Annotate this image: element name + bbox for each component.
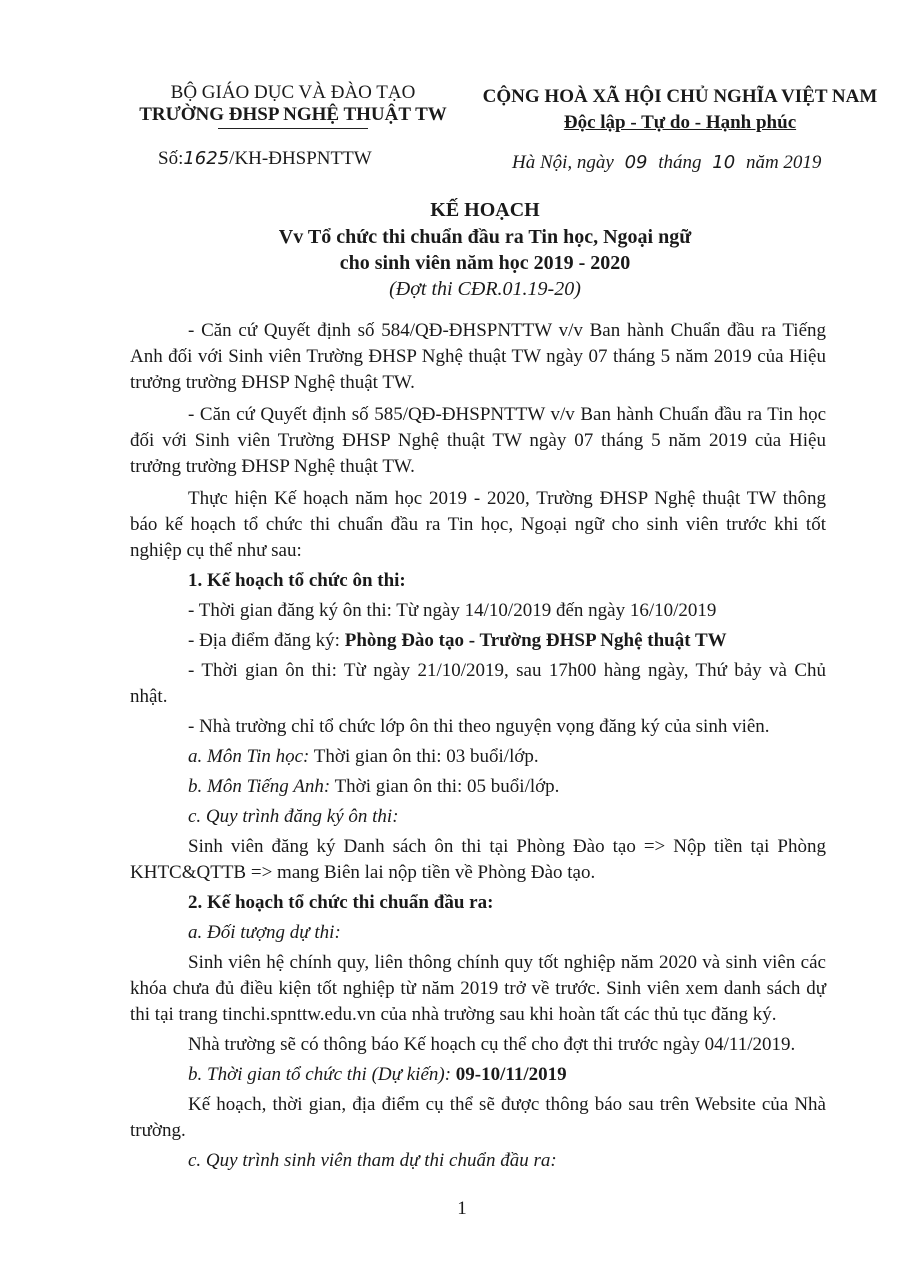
title-block: [180, 196, 790, 302]
header-left-divider: [218, 128, 368, 129]
s2-item-b-label: b. Thời gian tổ chức thi (Dự kiến):: [188, 1064, 456, 1085]
country-name: CỘNG HOÀ XÃ HỘI CHỦ NGHĨA VIỆT NAM: [482, 86, 878, 107]
motto-text: Độc lập - Tự do - Hạnh phúc: [563, 112, 797, 133]
s2-item-a-label: a. Đối tượng dự thi:: [188, 922, 341, 943]
title-line-2: cho sinh viên năm học 2019 - 2020: [339, 252, 631, 274]
s1-item-a-text: Thời gian ôn thi: 03 buổi/lớp.: [309, 746, 539, 767]
s1-item-a-label: a. Môn Tin học:: [188, 746, 310, 767]
number-suffix: /KH-ĐHSPNTTW: [229, 148, 372, 169]
paragraph-legal-basis-2: - Căn cứ Quyết định số 585/QĐ-ĐHSPNTTW v/v Ban hành Chuẩn đầu ra Tin học đối với Sinh viên Trường ĐHSP Nghệ thuật TW ngày 07 tháng 5 năm 2019 của Hiệu trưởng trường ĐHSP Nghệ thuật TW.: [130, 404, 826, 477]
section-1-heading: 1. Kế hoạch tổ chức ôn thi:: [188, 570, 406, 591]
header-right: [460, 84, 900, 136]
number-handwritten: 1625: [183, 148, 230, 169]
paragraph-legal-basis-1: - Căn cứ Quyết định số 584/QĐ-ĐHSPNTTW v/v Ban hành Chuẩn đầu ra Tiếng Anh đối với Sinh viên Trường ĐHSP Nghệ thuật TW ngày 07 tháng 5 năm 2019 của Hiệu trưởng trường ĐHSP Nghệ thuật TW.: [130, 320, 826, 393]
date-day: 09: [624, 152, 648, 173]
section-2-heading: 2. Kế hoạch tổ chức thi chuẩn đầu ra:: [188, 892, 494, 913]
number-prefix: Số:: [158, 148, 184, 169]
s1-registration-place: [130, 628, 826, 654]
motto: [460, 110, 900, 136]
title-line-1: Vv Tổ chức thi chuẩn đầu ra Tin học, Ngoại ngữ: [278, 226, 692, 248]
date-month-label: tháng: [658, 152, 702, 173]
s1-registration-place-label: - Địa điểm đăng ký:: [188, 630, 345, 651]
s2-notice: Nhà trường sẽ có thông báo Kế hoạch cụ thể cho đợt thi trước ngày 04/11/2019.: [188, 1034, 796, 1055]
s1-item-b-label: b. Môn Tiếng Anh:: [188, 776, 331, 797]
ministry-name: BỘ GIÁO DỤC VÀ ĐÀO TẠO: [170, 82, 416, 103]
date-month: 10: [712, 152, 736, 173]
s1-item-c-text: Sinh viên đăng ký Danh sách ôn thi tại Phòng Đào tạo => Nộp tiền tại Phòng KHTC&QTTB => mang Biên lai nộp tiền về Phòng Đào tạo.: [130, 836, 826, 883]
document-body: [130, 318, 826, 1174]
s1-registration-time: - Thời gian đăng ký ôn thi: Từ ngày 14/10/2019 đến ngày 16/10/2019: [188, 600, 717, 621]
school-name-text: TRƯỜNG ĐHSP NGHỆ THUẬT TW: [139, 104, 447, 125]
s2-item-b-value: 09-10/11/2019: [455, 1064, 567, 1085]
date-place: Hà Nội, ngày: [512, 152, 614, 173]
s2-item-c-label: c. Quy trình sinh viên tham dự thi chuẩn đầu ra:: [188, 1150, 557, 1171]
s1-item-b: [130, 774, 826, 800]
s1-item-b-text: Thời gian ôn thi: 05 buổi/lớp.: [330, 776, 560, 797]
s2-item-b-text: Kế hoạch, thời gian, địa điểm cụ thể sẽ được thông báo sau trên Website của Nhà trường.: [130, 1094, 826, 1141]
s1-study-time: - Thời gian ôn thi: Từ ngày 21/10/2019, sau 17h00 hàng ngày, Thứ bảy và Chủ nhật.: [130, 660, 826, 707]
page-number: 1: [457, 1198, 467, 1219]
document-number: [158, 146, 372, 172]
date-year: năm 2019: [745, 152, 822, 173]
header-left: [118, 80, 468, 129]
s2-item-a-text: Sinh viên hệ chính quy, liên thông chính quy tốt nghiệp năm 2020 và sinh viên các khóa chưa đủ điều kiện tốt nghiệp từ năm 2019 trở về trước. Sinh viên xem danh sách dự thi tại trang tinchi.spnttw.edu.vn của nhà trường sau khi hoàn tất các thủ tục đăng ký.: [130, 952, 826, 1025]
s1-note: - Nhà trường chỉ tổ chức lớp ôn thi theo nguyện vọng đăng ký của sinh viên.: [188, 716, 770, 737]
school-name: [118, 102, 468, 128]
document-date: [512, 150, 821, 176]
s2-item-b: [130, 1062, 826, 1088]
s1-item-c-label: c. Quy trình đăng ký ôn thi:: [188, 806, 399, 827]
title-line-3: (Đợt thi CĐR.01.19-20): [389, 278, 581, 300]
paragraph-intro: Thực hiện Kế hoạch năm học 2019 - 2020, Trường ĐHSP Nghệ thuật TW thông báo kế hoạch tổ chức thi chuẩn đầu ra Tin học, Ngoại ngữ cho sinh viên trước khi tốt nghiệp cụ thể như sau:: [130, 488, 826, 561]
title-main: KẾ HOẠCH: [430, 199, 540, 221]
s1-item-a: [130, 744, 826, 770]
s1-registration-place-value: Phòng Đào tạo - Trường ĐHSP Nghệ thuật TW: [344, 630, 727, 651]
